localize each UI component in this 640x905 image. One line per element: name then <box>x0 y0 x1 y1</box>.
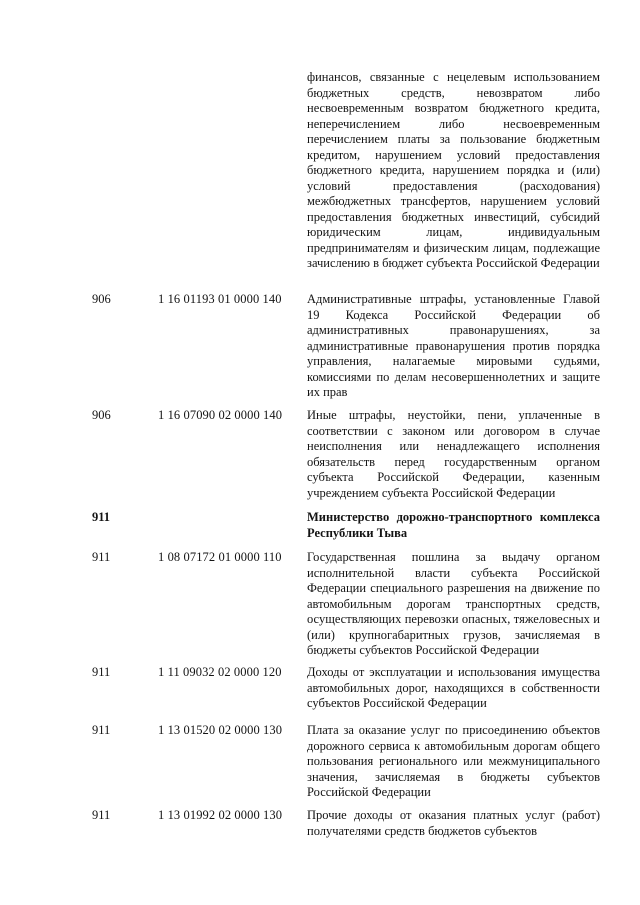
income-description: финансов, связанные с нецелевым использованием бюджетных средств, невозвратом либо несвоевременным возвратом бюджетного кредита, неперечислением либо несвоевременным перечислением платы за пользование бюджетным кредитом, нарушением условий предоставления бюджетного кредита, нарушением порядка и (или) условий предоставления (расходования) межбюджетных трансфертов, нарушением условий предоставления бюджетных инвестиций, субсидий юридическим лицам, индивидуальным предпринимателям и физическим лицам, подлежащие зачислению в бюджет субъекта Российской Федерации <box>307 70 600 270</box>
budget-classification-code: 1 16 01193 01 0000 140 <box>158 292 282 306</box>
budget-classification-code: 1 11 09032 02 0000 120 <box>158 665 282 679</box>
administrator-code: 911 <box>92 510 111 524</box>
budget-classification-code: 1 16 07090 02 0000 140 <box>158 408 283 422</box>
income-description: Административные штрафы, установленные Главой 19 Кодекса Российской Федерации об административных правонарушениях, за административные правонарушения против порядка управления, налагаемые мировыми судьями, комиссиями по делам несовершеннолетних и защите их прав <box>307 292 600 399</box>
income-description: Государственная пошлина за выдачу органом исполнительной власти субъекта Российской Федерации специального разрешения на движение по автомобильным дорогам транспортных средств, осуществляющих перевозки опасных, тяжеловесных и (или) крупногабаритных грузов, зачисляемая в бюджеты субъектов Российской Федерации <box>307 550 600 657</box>
budget-classification-code: 1 08 07172 01 0000 110 <box>158 550 282 564</box>
budget-classification-code: 1 13 01520 02 0000 130 <box>158 723 283 737</box>
income-description: Прочие доходы от оказания платных услуг (работ) получателями средств бюджетов субъектов <box>307 808 600 838</box>
administrator-code: 911 <box>92 723 111 737</box>
administrator-code: 906 <box>92 292 111 306</box>
ministry-heading: Министерство дорожно-транспортного комплекса Республики Тыва <box>307 510 600 540</box>
budget-classification-code: 1 13 01992 02 0000 130 <box>158 808 283 822</box>
income-description: Иные штрафы, неустойки, пени, уплаченные в соответствии с законом или договором в случае неисполнения или ненадлежащего исполнения обязательств перед государственным органом субъекта Российской Федерации, казенным учреждением субъекта Российской Федерации <box>307 408 600 500</box>
income-description: Плата за оказание услуг по присоединению объектов дорожного сервиса к автомобильным дорогам общего пользования регионального или межмуниципального значения, зачисляемая в бюджеты субъектов Российской Федерации <box>307 723 600 799</box>
income-description: Доходы от эксплуатации и использования имущества автомобильных дорог, находящихся в собственности субъектов Российской Федерации <box>307 665 600 710</box>
administrator-code: 911 <box>92 665 111 679</box>
administrator-code: 906 <box>92 408 111 422</box>
administrator-code: 911 <box>92 808 111 822</box>
administrator-code: 911 <box>92 550 111 564</box>
